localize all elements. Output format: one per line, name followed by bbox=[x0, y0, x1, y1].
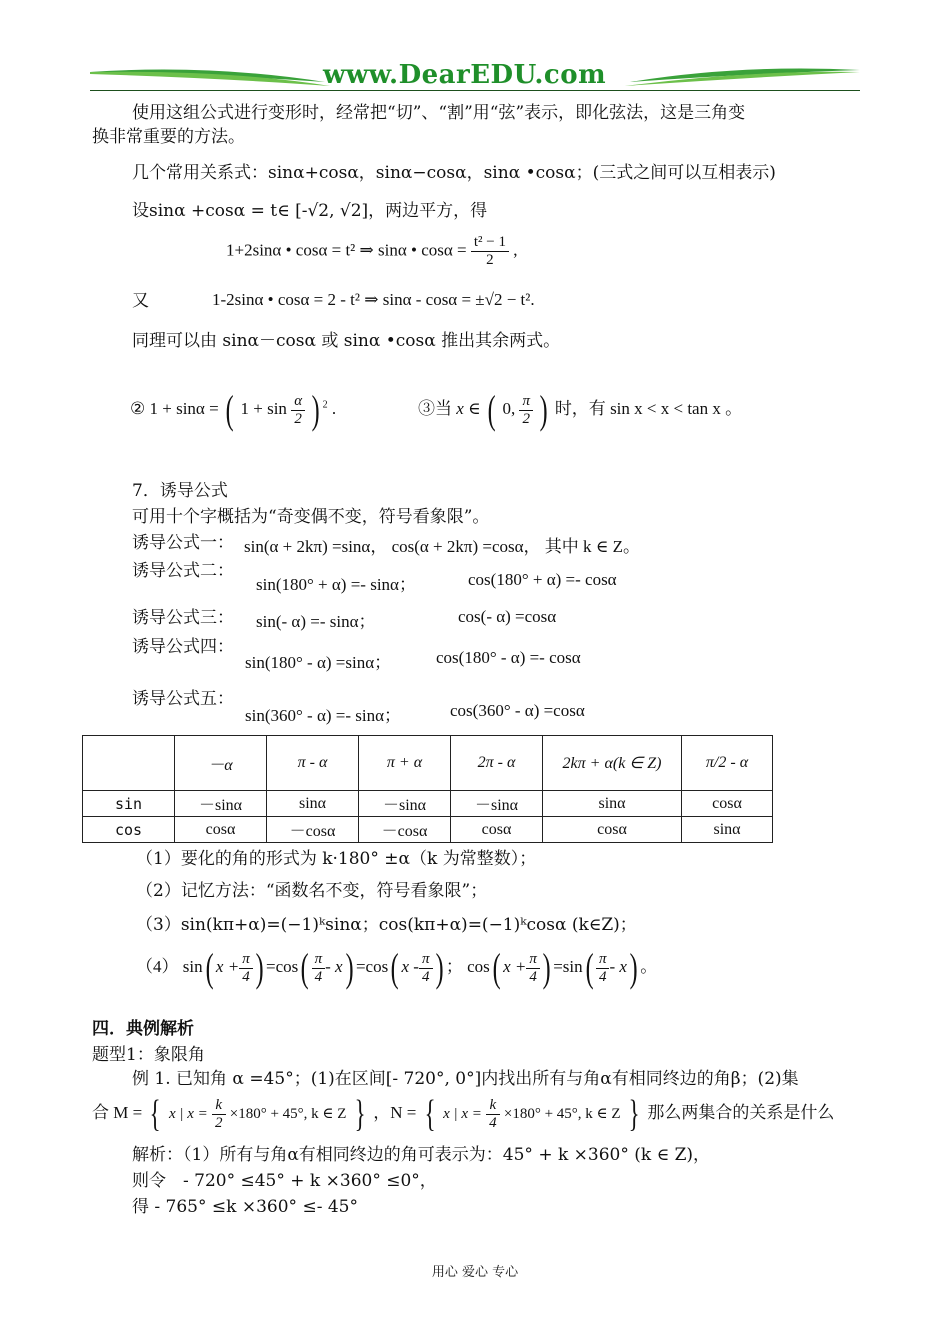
fraction-denominator: 4 bbox=[314, 968, 323, 985]
table-header: π/2 - α bbox=[682, 736, 773, 791]
equation-1-left: 1+2sinα • cosα = t² ⇒ sinα • cosα = bbox=[226, 240, 467, 260]
item-3-inner: 0, bbox=[502, 398, 516, 418]
left-paren: ( bbox=[300, 945, 309, 990]
fraction-denominator: 2 bbox=[215, 1114, 223, 1131]
item-3-mid: 时，有 bbox=[554, 398, 606, 418]
note-4-label: （4） bbox=[136, 956, 179, 976]
example-1-sets bbox=[92, 1094, 834, 1134]
formula-3-label: 诱导公式三： bbox=[132, 608, 234, 628]
note-1: （1）要化的角的形式为 k·180° ±α（k 为常整数）； bbox=[136, 849, 537, 869]
set-t-line: 设sinα +cosα = t∈ [-√2, √2]，两边平方，得 bbox=[132, 201, 488, 221]
solution-line-3: 得 - 765° ≤k ×360° ≤- 45° bbox=[132, 1197, 358, 1217]
pi-over-4 bbox=[526, 951, 540, 986]
table-cell: cosα bbox=[175, 817, 267, 843]
note-4 bbox=[136, 945, 658, 990]
fraction-numerator: π bbox=[239, 951, 253, 969]
table-header: 2kπ + α(k ∈ Z) bbox=[543, 736, 682, 791]
left-paren: ( bbox=[585, 945, 594, 990]
set-n-body: x | x = bbox=[443, 1105, 482, 1122]
formula-1: sin(α + 2kπ) =sinα， cos(α + 2kπ) =cosα， 其中 k ∈ Z。 bbox=[244, 537, 641, 556]
formula-4-sin: sin(180° - α) =sinα； bbox=[245, 653, 392, 672]
example-1-question: 那么两集合的关系是什么 bbox=[647, 1102, 835, 1122]
note-2: （2）记忆方法：“函数名不变，符号看象限”； bbox=[136, 881, 488, 901]
table-cell: －cosα bbox=[267, 817, 359, 843]
fraction-denominator: 2 bbox=[486, 252, 494, 268]
pi-over-4 bbox=[239, 951, 253, 986]
set-n-tail: ×180° + 45°, k ∈ Z bbox=[503, 1105, 621, 1122]
fraction-numerator: π bbox=[526, 951, 540, 969]
table-header: 2π - α bbox=[451, 736, 543, 791]
site-logo[interactable]: www.DearEDU.com bbox=[323, 60, 607, 90]
type-1-heading: 题型1：象限角 bbox=[92, 1045, 205, 1065]
note-4-eq: =sin bbox=[553, 956, 583, 976]
equation-1 bbox=[226, 234, 517, 269]
pi-over-4 bbox=[419, 951, 433, 986]
fraction-denominator: 2 bbox=[522, 410, 530, 427]
table-header: π - α bbox=[267, 736, 359, 791]
pi-over-4 bbox=[312, 951, 326, 986]
right-brace: } bbox=[628, 1093, 640, 1135]
item-2-left: 1 + sinα = bbox=[149, 398, 219, 418]
table-cell: cosα bbox=[451, 817, 543, 843]
formula-5-sin: sin(360° - α) =- sinα； bbox=[245, 706, 402, 725]
item-2 bbox=[130, 387, 337, 432]
equation-1-fraction bbox=[471, 234, 509, 269]
right-paren: ) bbox=[311, 387, 320, 432]
left-brace: { bbox=[424, 1093, 436, 1135]
formula-5-cos: cos(360° - α) =cosα bbox=[450, 701, 585, 720]
table-cell: sinα bbox=[682, 817, 773, 843]
note-4-eq: =cos bbox=[266, 956, 299, 976]
fraction-denominator: 4 bbox=[489, 1114, 497, 1131]
formula-3-cos: cos(- α) =cosα bbox=[458, 607, 557, 626]
solution-line-2: 则令 - 720° ≤45° + k ×360° ≤0°， bbox=[132, 1171, 437, 1191]
left-paren: ( bbox=[487, 387, 496, 432]
site-header bbox=[90, 60, 860, 96]
formula-2-sin: sin(180° + α) =- sinα； bbox=[256, 575, 416, 594]
right-paren: ) bbox=[629, 945, 638, 990]
table-cell: cos bbox=[83, 817, 175, 843]
item-3-var: x ∈ bbox=[456, 398, 481, 418]
note-4-cos: cos bbox=[467, 956, 490, 976]
item-3-fraction bbox=[519, 393, 533, 428]
table-cell: －cosα bbox=[359, 817, 451, 843]
you-label: 又 bbox=[132, 291, 149, 311]
formula-3-sin: sin(- α) =- sinα； bbox=[256, 612, 376, 631]
item-2-end: . bbox=[331, 398, 337, 418]
item-3-inequality: sin x < x < tan x bbox=[610, 398, 721, 418]
item-2-label: ② bbox=[130, 398, 146, 418]
section-7-title: 7．诱导公式 bbox=[132, 481, 228, 501]
relations-line: 几个常用关系式：sinα+cosα，sinα−cosα，sinα •cosα；(三式之间可以互相表示) bbox=[132, 163, 776, 183]
intro-line-1: 使用这组公式进行变形时，经常把“切”、“割”用“弦”表示，即化弦法，这是三角变 bbox=[132, 103, 746, 123]
note-3: （3）sin(kπ+α)=(−1)ᵏsinα；cos(kπ+α)=(−1)ᵏcosα (k∈Z)； bbox=[136, 915, 637, 935]
induction-formula-table bbox=[82, 735, 773, 843]
fraction-denominator: 4 bbox=[421, 968, 430, 985]
fraction-numerator: π bbox=[419, 951, 433, 969]
table-cell: －sinα bbox=[359, 791, 451, 817]
intro-line-2: 换非常重要的方法。 bbox=[92, 127, 245, 147]
fraction-denominator: 4 bbox=[242, 968, 250, 985]
table-row bbox=[83, 817, 773, 843]
note-4-eq: =cos bbox=[355, 956, 389, 976]
table-cell: cosα bbox=[543, 817, 682, 843]
table-row bbox=[83, 791, 773, 817]
right-paren: ) bbox=[542, 945, 551, 990]
item-2-fraction bbox=[291, 393, 305, 428]
left-paren: ( bbox=[225, 387, 234, 432]
table-cell: －sinα bbox=[451, 791, 543, 817]
fraction-numerator: t² − 1 bbox=[471, 234, 509, 252]
equation-2: 1-2sinα • cosα = 2 - t² ⇒ sinα - cosα = ±√2 − t². bbox=[212, 290, 535, 309]
example-1-line-1: 例 1. 已知角 α =45°；(1)在区间[- 720°, 0°]内找出所有与角α有相同终边的角β；(2)集 bbox=[132, 1069, 799, 1089]
right-paren: ) bbox=[255, 945, 264, 990]
left-paren: ( bbox=[205, 945, 214, 990]
pi-over-4 bbox=[596, 951, 610, 986]
table-cell: sin bbox=[83, 791, 175, 817]
item-2-inner: 1 + sin bbox=[240, 398, 287, 418]
left-paren: ( bbox=[390, 945, 399, 990]
formula-4-label: 诱导公式四： bbox=[132, 637, 234, 657]
note-4-sin: sin bbox=[182, 956, 203, 976]
section-4-title: 四．典例解析 bbox=[92, 1019, 194, 1039]
fraction-numerator: k bbox=[486, 1097, 500, 1115]
note-4-term: x + bbox=[215, 956, 240, 976]
formula-2-cos: cos(180° + α) =- cosα bbox=[468, 570, 617, 589]
formula-1-label: 诱导公式一： bbox=[132, 533, 234, 553]
formula-4-cos: cos(180° - α) =- cosα bbox=[436, 648, 581, 667]
k-over-4 bbox=[486, 1097, 500, 1132]
same-reasoning-line: 同理可以由 sinα－cosα 或 sinα •cosα 推出其余两式。 bbox=[132, 331, 561, 351]
fraction-denominator: 4 bbox=[529, 968, 537, 985]
page-footer: 用心 爱心 专心 bbox=[431, 1265, 519, 1280]
set-m-body: x | x = bbox=[168, 1105, 208, 1122]
left-paren: ( bbox=[492, 945, 501, 990]
equation-1-tail: , bbox=[513, 240, 518, 260]
note-4-term: x + bbox=[503, 956, 527, 976]
note-4-term: x - bbox=[401, 956, 419, 976]
table-cell: cosα bbox=[682, 791, 773, 817]
table-cell: sinα bbox=[543, 791, 682, 817]
note-4-semicolon: ； bbox=[445, 956, 463, 976]
header-rule bbox=[90, 90, 860, 91]
right-paren: ) bbox=[345, 945, 354, 990]
note-4-term: - x bbox=[609, 956, 627, 976]
note-4-term: - x bbox=[325, 956, 343, 976]
formula-5-label: 诱导公式五： bbox=[132, 689, 234, 709]
set-m-tail: ×180° + 45°, k ∈ Z bbox=[229, 1105, 347, 1122]
table-cell: sinα bbox=[267, 791, 359, 817]
item-3 bbox=[418, 387, 743, 432]
table-cell: －sinα bbox=[175, 791, 267, 817]
table-corner bbox=[83, 736, 175, 791]
set-m-label: 合 M = bbox=[92, 1102, 143, 1122]
right-paren: ) bbox=[435, 945, 444, 990]
note-4-end: 。 bbox=[640, 956, 658, 976]
fraction-denominator: 2 bbox=[294, 410, 302, 427]
item-3-label: ③当 bbox=[418, 398, 452, 418]
item-2-exponent: 2 bbox=[322, 399, 328, 411]
fraction-numerator: α bbox=[291, 393, 305, 411]
set-n-label: ，N = bbox=[373, 1102, 417, 1122]
left-brace: { bbox=[150, 1093, 162, 1135]
table-header: π + α bbox=[359, 736, 451, 791]
right-brace: } bbox=[354, 1093, 366, 1135]
fraction-numerator: π bbox=[519, 393, 533, 411]
section-7-summary: 可用十个字概括为“奇变偶不变，符号看象限”。 bbox=[132, 507, 490, 527]
right-paren: ) bbox=[539, 387, 548, 432]
item-3-end: 。 bbox=[725, 398, 743, 418]
fraction-numerator: π bbox=[312, 951, 326, 969]
table-header-row bbox=[83, 736, 773, 791]
solution-line-1: 解析：（1）所有与角α有相同终边的角可表示为：45° + k ×360° (k ∈ Z)， bbox=[132, 1145, 711, 1165]
table-header: －α bbox=[175, 736, 267, 791]
k-over-2 bbox=[212, 1097, 226, 1132]
formula-2-label: 诱导公式二： bbox=[132, 561, 234, 581]
fraction-numerator: π bbox=[596, 951, 610, 969]
fraction-numerator: k bbox=[212, 1097, 226, 1115]
fraction-denominator: 4 bbox=[598, 968, 607, 985]
